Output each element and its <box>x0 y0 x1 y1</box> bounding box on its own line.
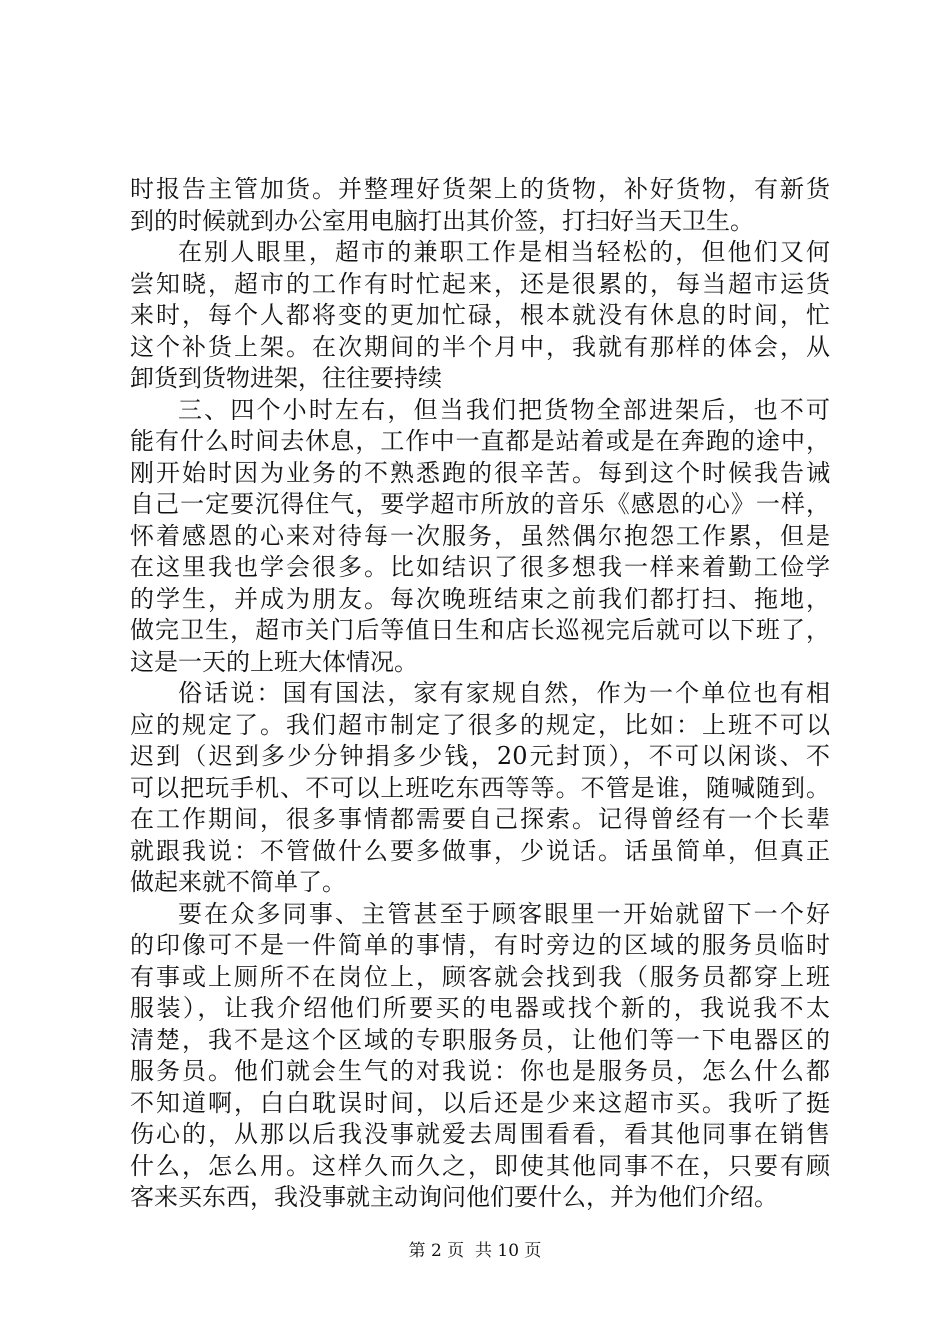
text-line: 迟到（迟到多少分钟捐多少钱，20元封顶），不可以闲谈、不 <box>130 742 830 770</box>
text-line: 伤心的，从那以后我没事就爱去周围看看，看其他同事在销售 <box>130 1120 830 1148</box>
text-line: 就跟我说：不管做什么要多做事，少说话。话虽简单，但真正 <box>130 836 830 865</box>
text-line: 三、四个小时左右，但当我们把货物全部进架后，也不可 <box>178 395 830 424</box>
page-number: 第 2 页 <box>408 1241 465 1261</box>
text-line: 可以把玩手机、不可以上班吃东西等等。不管是谁，随喊随到。 <box>130 773 830 802</box>
text-line: 来时，每个人都将变的更加忙碌，根本就没有休息的时间，忙 <box>130 301 830 329</box>
text-line: 有事或上厕所不在岗位上，顾客就会找到我（服务员都穿上班 <box>130 962 830 991</box>
text-line: 要在众多同事、主管甚至于顾客眼里一开始就留下一个好 <box>178 899 830 928</box>
text-line: 客来买东西，我没事就主动询问他们要什么，并为他们介绍。 <box>130 1183 778 1211</box>
text-line: 这个补货上架。在次期间的半个月中，我就有那样的体会，从 <box>130 332 830 361</box>
text-line: 清楚，我不是这个区域的专职服务员，让他们等一下电器区的 <box>130 1025 830 1054</box>
text-line: 在别人眼里，超市的兼职工作是相当轻松的，但他们又何 <box>178 238 830 266</box>
text-line: 做完卫生，超市关门后等值日生和店长巡视完后就可以下班了， <box>130 616 830 644</box>
text-line: 做起来就不简单了。 <box>130 868 346 896</box>
page-footer <box>0 1240 950 1262</box>
footer-spacer <box>464 1241 475 1261</box>
text-line: 俗话说：国有国法，家有家规自然，作为一个单位也有相 <box>178 679 830 707</box>
text-line: 怀着感恩的心来对待每一次服务，虽然偶尔抱怨工作累，但是 <box>130 521 830 550</box>
text-line: 到的时候就到办公室用电脑打出其价签，打扫好当天卫生。 <box>130 206 754 235</box>
text-line: 尝知晓，超市的工作有时忙起来，还是很累的，每当超市运货 <box>130 269 830 298</box>
text-line: 不知道啊，白白耽误时间，以后还是少来这超市买。我听了挺 <box>130 1088 830 1117</box>
text-line: 在这里我也学会很多。比如结识了很多想我一样来着勤工俭学 <box>130 553 830 581</box>
text-line: 在工作期间，很多事情都需要自己探索。记得曾经有一个长辈 <box>130 805 830 833</box>
text-line: 服务员。他们就会生气的对我说：你也是服务员，怎么什么都 <box>130 1057 830 1085</box>
text-line: 自己一定要沉得住气，要学超市所放的音乐《感恩的心》一样， <box>130 490 830 518</box>
text-line: 什么，怎么用。这样久而久之，即使其他同事不在，只要有顾 <box>130 1151 830 1180</box>
text-line: 刚开始时因为业务的不熟悉跑的很辛苦。每到这个时候我告诫 <box>130 458 830 487</box>
text-line: 时报告主管加货。并整理好货架上的货物，补好货物，有新货 <box>130 175 830 203</box>
page-total: 共 10 页 <box>474 1241 542 1261</box>
text-line: 服装），让我介绍他们所要买的电器或找个新的，我说我不太 <box>130 994 830 1022</box>
document-body <box>130 174 830 1214</box>
text-line: 的学生，并成为朋友。每次晚班结束之前我们都打扫、拖地， <box>130 584 830 613</box>
text-line: 应的规定了。我们超市制定了很多的规定，比如：上班不可以 <box>130 710 830 739</box>
text-line: 卸货到货物进架，往往要持续 <box>130 364 442 392</box>
text-line: 这是一天的上班大体情况。 <box>130 647 418 676</box>
text-line: 能有什么时间去休息，工作中一直都是站着或是在奔跑的途中， <box>130 427 830 455</box>
text-line: 的印像可不是一件简单的事情，有时旁边的区域的服务员临时 <box>130 931 830 959</box>
